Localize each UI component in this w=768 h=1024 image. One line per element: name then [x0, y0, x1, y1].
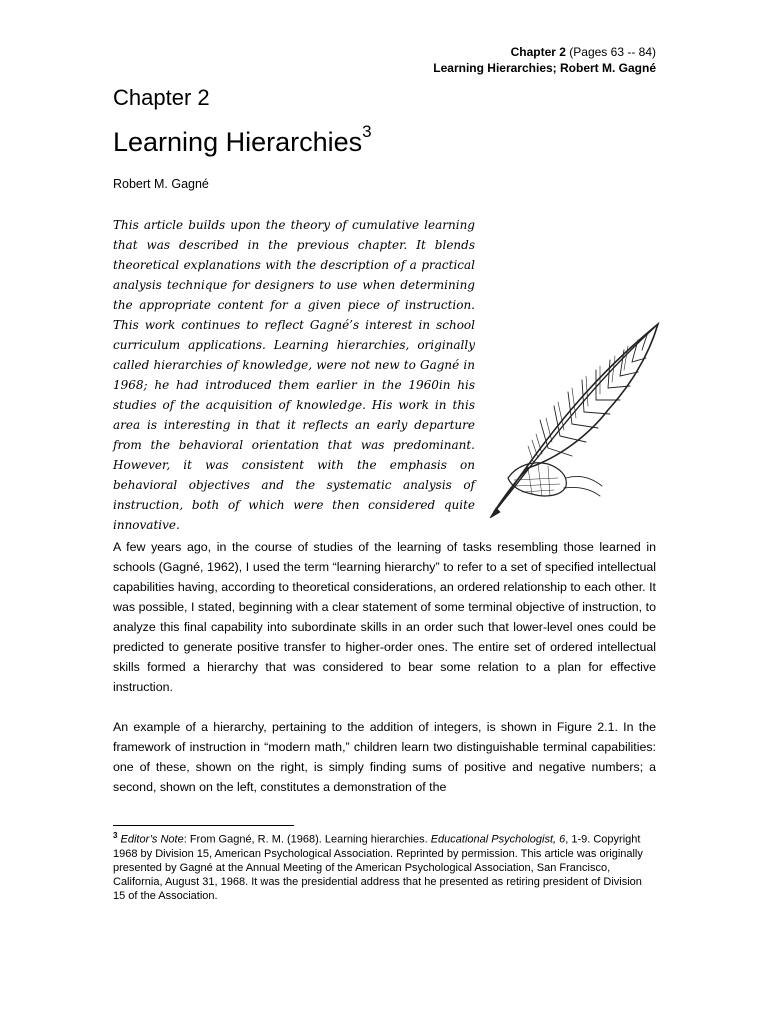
- running-head-pages: (Pages 63 -- 84): [565, 45, 656, 59]
- running-head-line-1: [433, 44, 656, 60]
- page-title: [113, 116, 372, 162]
- footnote-divider: [113, 825, 294, 826]
- footnote-citation: : From Gagné, R. M. (1968). Learning hierarchies.: [183, 833, 431, 846]
- page-title-text: Learning Hierarchies: [113, 127, 363, 157]
- running-head-chapter: Chapter 2: [510, 45, 566, 59]
- author-name: Robert M. Gagné: [113, 177, 209, 191]
- footnote-journal: Educational Psychologist, 6: [430, 833, 566, 846]
- editor-abstract: This article builds upon the theory of cumulative learning that was described in the previous chapter. It blends theoretical explanations with the description of a practical analysis technique for designers to use when determining the appropriate content for a given piece of instruction. This work continues to reflect Gagné’s interest in school curriculum applications. Learning hierarchies, originally called hierarchies of knowledge, were not new to Gagné in 1968; he had introduced them earlier in the 1960in his studies of the acquisition of knowledge. His work in this area is interesting in that it reflects an early departure from the behavioral orientation that was predominant. However, it was consistent with the emphasis on behavioral objectives and the systematic analysis of instruction, both of which were then considered quite innovative.: [113, 218, 475, 532]
- body-paragraph-2: An example of a hierarchy, pertaining to the addition of integers, is shown in Figure 2.1. In the framework of instruction in “modern math,” children learn two distinguishable terminal capabilities: one of these, shown on the right, is simply finding sums of positive and negative numbers; a second, shown on the left, constitutes a demonstration of the: [113, 720, 656, 794]
- chapter-label: Chapter 2: [113, 85, 210, 110]
- footnote-details: , 1-9. Copyright 1968 by Division 15, American Psychological Association. Reprinted by permission. This article was originally presented by Gagné at the Annual Meeting of the American Psychological Association, San Francisco, California, August 31, 1968. It was the presidential address that he presented as retiring president of Division 15 of the Association.: [113, 833, 643, 902]
- footnote-mark: 3: [113, 831, 118, 840]
- title-footnote-mark: 3: [362, 122, 372, 141]
- quill-pen-icon: [488, 318, 664, 518]
- body-paragraph-1: A few years ago, in the course of studies of the learning of tasks resembling those learned in schools (Gagné, 1962), I used the term “learning hierarchy” to refer to a set of specified intellectual capabilities having, according to theoretical considerations, an ordered relationship to each other. It was possible, I stated, beginning with a clear statement of some terminal objective of instruction, to analyze this final capability into subordinate skills in an order such that lower-level ones could be predicted to generate positive transfer to higher-order ones. The entire set of ordered intellectual skills formed a hierarchy that was considered to bear some relation to a plan for effective instruction.: [113, 540, 656, 694]
- running-head: [433, 44, 656, 76]
- footnote-label: Editor’s Note: [120, 833, 184, 846]
- footnote: [113, 829, 656, 903]
- running-head-line-2: Learning Hierarchies; Robert M. Gagné: [433, 61, 656, 75]
